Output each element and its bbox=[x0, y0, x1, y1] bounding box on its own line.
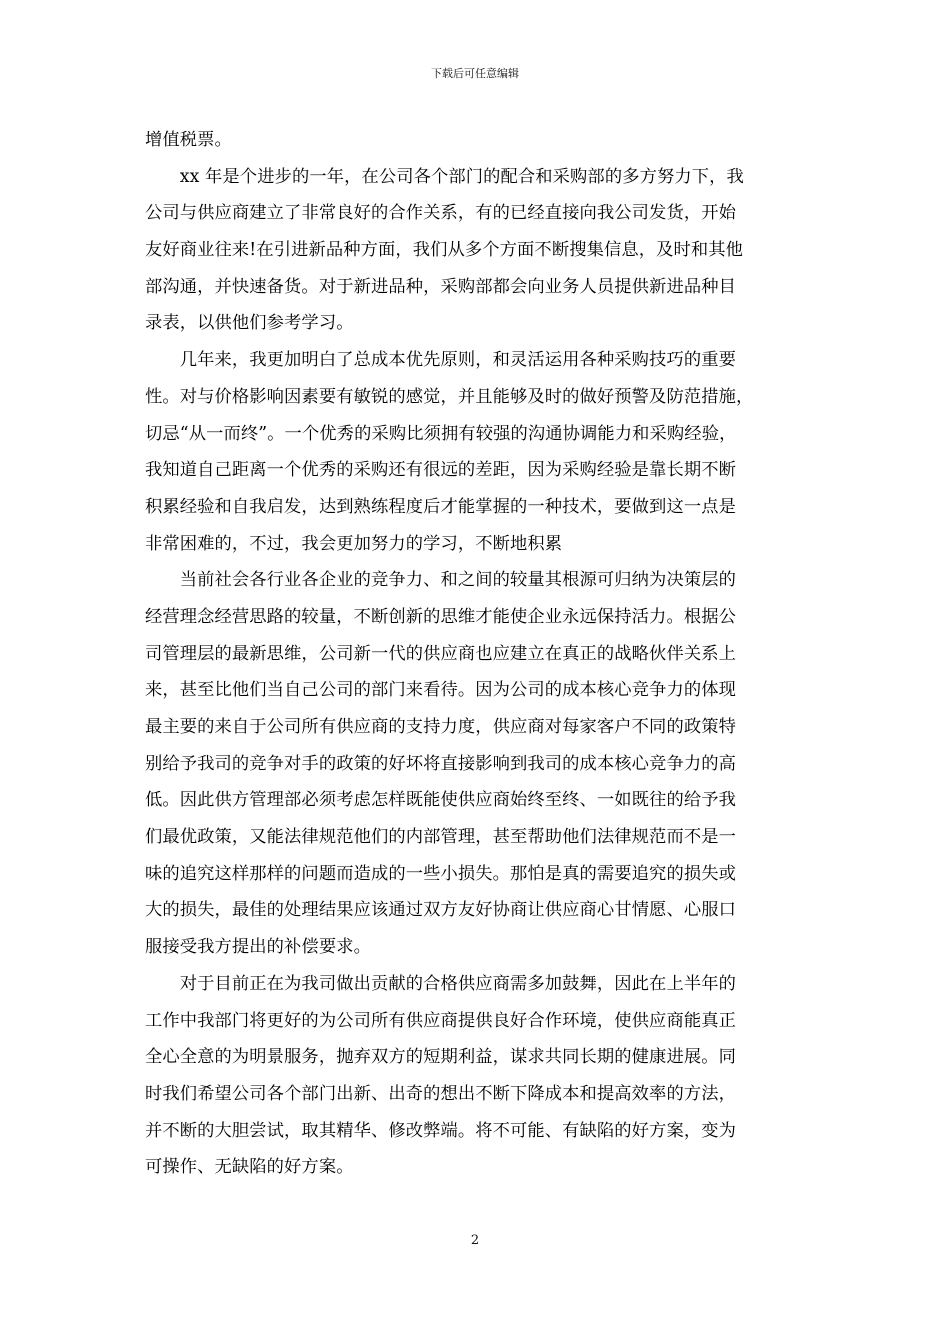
text-line: 当前社会各行业各企业的竞争力、和之间的较量其根源可归纳为决策层的 bbox=[145, 570, 736, 591]
text-line: 性。对与价格影响因素要有敏锐的感觉，并且能够及时的做好预警及防范措施， bbox=[145, 386, 754, 407]
text-line: 别给予我司的竞争对手的政策的好坏将直接影响到我司的成本核心竞争力的高 bbox=[145, 753, 736, 774]
text-line: 来，甚至比他们当自己公司的部门来看待。因为公司的成本核心竞争力的体现 bbox=[145, 680, 736, 701]
page-number: 2 bbox=[470, 1233, 480, 1248]
text-line: 司管理层的最新思维，公司新一代的供应商也应建立在真正的战略伙伴关系上 bbox=[145, 643, 736, 664]
text-line: 友好商业往来!在引进新品种方面，我们从多个方面不断搜集信息，及时和其他 bbox=[145, 240, 744, 261]
text-line: 时我们希望公司各个部门出新、出奇的想出不断下降成本和提高效率的方法， bbox=[145, 1083, 736, 1104]
text-line: 几年来，我更加明白了总成本优先原则，和灵活运用各种采购技巧的重要 bbox=[145, 350, 736, 371]
text-line: 低。因此供方管理部必须考虑怎样既能使供应商始终至终、一如既往的给予我 bbox=[145, 790, 736, 811]
text-line: 可操作、无缺陷的好方案。 bbox=[145, 1157, 354, 1178]
text-line: 工作中我部门将更好的为公司所有供应商提供良好合作环境，使供应商能真正 bbox=[145, 1010, 736, 1031]
text-line: 录表，以供他们参考学习。 bbox=[145, 313, 354, 334]
text-line: 味的追究这样那样的问题而造成的一些小损失。那怕是真的需要追究的损失或 bbox=[145, 863, 736, 884]
text-line: 部沟通，并快速备货。对于新进品种，采购部都会向业务人员提供新进品种目 bbox=[145, 276, 736, 297]
text-line: 最主要的来自于公司所有供应商的支持力度，供应商对每家客户不同的政策特 bbox=[145, 717, 736, 737]
text-line: 非常困难的，不过，我会更加努力的学习，不断地积累 bbox=[145, 533, 563, 554]
text-line: 大的损失，最佳的处理结果应该通过双方友好协商让供应商心甘情愿、心服口 bbox=[145, 900, 736, 921]
text-line: 服接受我方提出的补偿要求。 bbox=[145, 937, 371, 958]
text-line: 全心全意的为明景服务，抛弃双方的短期利益，谋求共同长期的健康进展。同 bbox=[145, 1047, 736, 1068]
text-line: 公司与供应商建立了非常良好的合作关系，有的已经直接向我公司发货，开始 bbox=[145, 203, 736, 224]
text-line: 对于目前正在为我司做出贡献的合格供应商需多加鼓舞，因此在上半年的 bbox=[145, 973, 736, 994]
text-line: 切忌“从一而终”。一个优秀的采购比须拥有较强的沟通协调能力和采购经验， bbox=[145, 423, 737, 444]
text-line: 增值税票。 bbox=[145, 130, 232, 150]
page-header: 下载后可任意编辑 bbox=[431, 67, 519, 80]
document-body bbox=[145, 122, 807, 1186]
text-line: xx 年是个进步的一年，在公司各个部门的配合和采购部的多方努力下，我 bbox=[145, 166, 744, 187]
text-line: 积累经验和自我启发，达到熟练程度后才能掌握的一种技术，要做到这一点是 bbox=[145, 496, 736, 517]
text-line: 经营理念经营思路的较量，不断创新的思维才能使企业永远保持活力。根据公 bbox=[145, 606, 736, 627]
text-line: 们最优政策，又能法律规范他们的内部管理，甚至帮助他们法律规范而不是一 bbox=[145, 827, 736, 848]
text-line: 并不断的大胆尝试，取其精华、修改弊端。将不可能、有缺陷的好方案，变为 bbox=[145, 1120, 736, 1141]
text-line: 我知道自己距离一个优秀的采购还有很远的差距，因为采购经验是靠长期不断 bbox=[145, 460, 736, 481]
